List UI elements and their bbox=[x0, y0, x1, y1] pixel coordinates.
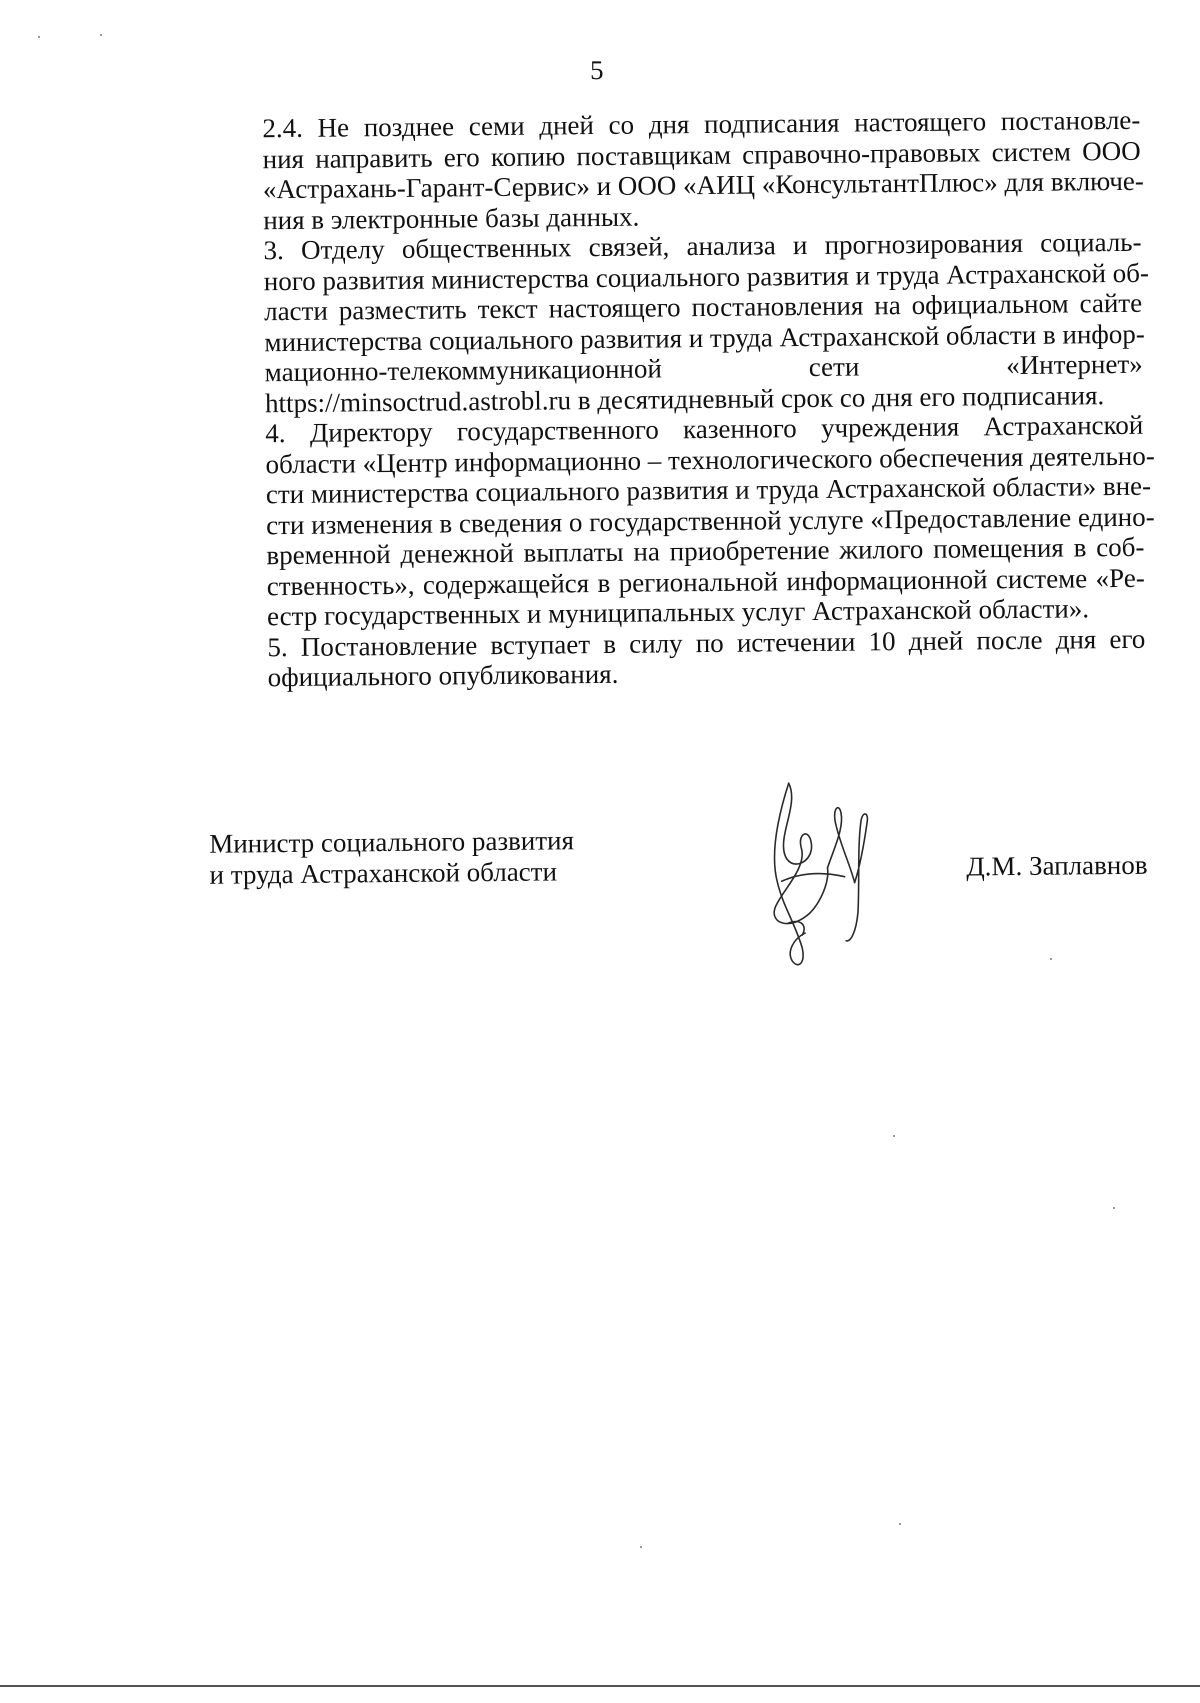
paragraph-3 bbox=[203, 226, 1150, 419]
handwritten-signature bbox=[749, 772, 901, 973]
signatory-title: Министр социального развития и труда Астраханской области bbox=[209, 825, 575, 890]
text-line: сти министерства социального развития и труда Астраханской области» вне- bbox=[265, 470, 1152, 510]
text-line: естр государственных и муниципальных услуг Астраханской области». bbox=[266, 593, 1090, 632]
scan-speck bbox=[1050, 958, 1052, 960]
text-line: ния в электронные базы данных. bbox=[263, 201, 640, 235]
paragraph-5 bbox=[207, 623, 1146, 693]
text-line: министерства социального развития и труда Астраханской области в инфор- bbox=[264, 318, 1145, 357]
signatory-name: Д.М. Заплавнов bbox=[966, 849, 1148, 882]
text-line: временной денежной выплаты на приобретение жилого помещения в соб- bbox=[266, 531, 1145, 571]
scan-speck bbox=[100, 34, 102, 36]
scan-speck bbox=[1113, 1207, 1115, 1209]
text-line: официального опубликования. bbox=[267, 658, 619, 693]
text-line: 4. Директору государственного казенного учреждения Астраханской bbox=[265, 409, 1144, 449]
text-line: ния направить его копию поставщикам справочно-правовых систем ООО bbox=[262, 135, 1141, 174]
page-number: 5 bbox=[589, 54, 604, 86]
scan-speck bbox=[38, 36, 40, 38]
text-line: ласти разместить текст настоящего постановления на официальном сайте bbox=[263, 287, 1143, 327]
signature-block bbox=[209, 820, 1149, 999]
document-body bbox=[202, 104, 1155, 693]
paragraph-4 bbox=[205, 409, 1155, 632]
text-line: 5. Постановление вступает в силу по истечении 10 дней после дня его bbox=[267, 623, 1146, 662]
paragraph-2-4 bbox=[202, 104, 1144, 236]
scan-speck bbox=[640, 1546, 642, 1548]
scan-speck bbox=[899, 1523, 901, 1525]
text-line: ного развития министерства социального развития и труда Астраханской об- bbox=[263, 257, 1150, 296]
text-line: мационно-телекоммуникационной сети «Интернет» bbox=[264, 348, 1143, 388]
text-line: ственность», содержащейся в региональной информационной системе «Ре- bbox=[266, 562, 1145, 601]
scan-speck bbox=[893, 1135, 895, 1137]
text-line: 2.4. Не позднее семи дней со дня подписания настоящего постановле- bbox=[262, 104, 1141, 144]
scan-edge-line bbox=[0, 1685, 1200, 1687]
text-line: области «Центр информационно – технологического обеспечения деятельно- bbox=[265, 440, 1155, 479]
text-line: сти изменения в сведения о государственной услуге «Предоставление едино- bbox=[266, 501, 1155, 540]
text-line: 3. Отделу общественных связей, анализа и прогнозирования социаль- bbox=[263, 226, 1142, 266]
text-line: https://minsoctrud.astrobl.ru в десятидневный срок со дня его подписания. bbox=[264, 379, 1105, 418]
text-line: «Астрахань-Гарант-Сервис» и ООО «АИЦ «КонсультантПлюс» для включе- bbox=[262, 165, 1144, 205]
